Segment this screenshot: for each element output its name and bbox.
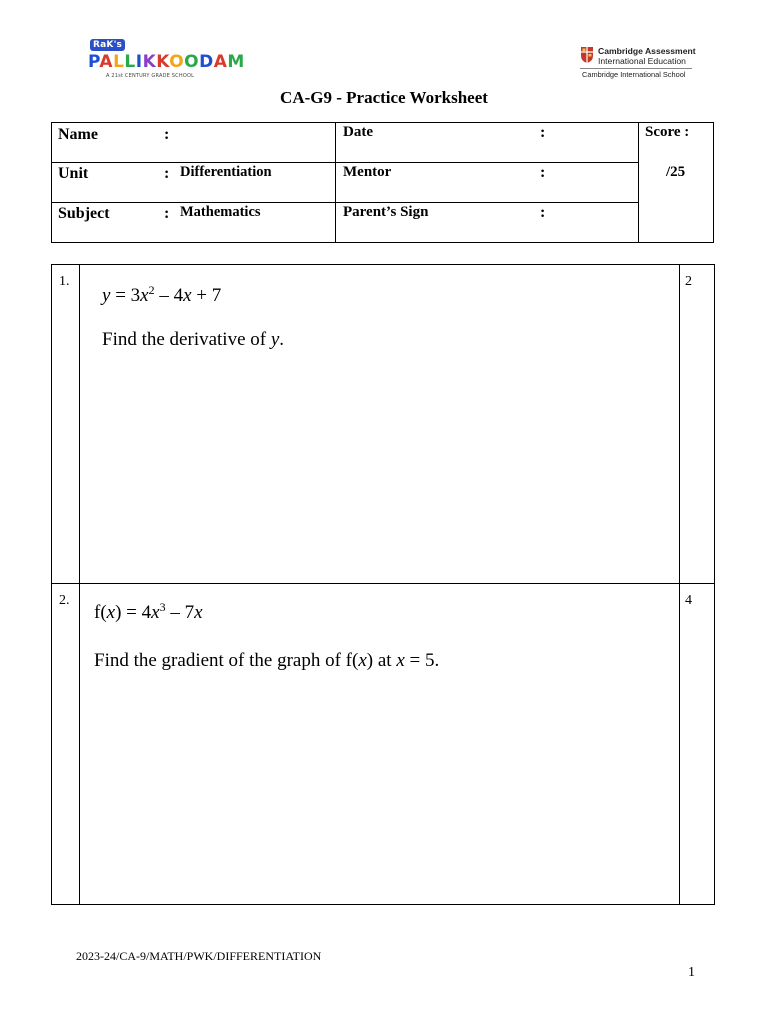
worksheet-title: CA-G9 - Practice Worksheet xyxy=(280,88,488,107)
date-colon: : xyxy=(540,124,546,141)
questions-table xyxy=(51,264,715,905)
date-label: Date xyxy=(343,124,373,140)
answer-space-1[interactable] xyxy=(80,365,678,581)
info-divider-2 xyxy=(638,123,639,242)
marks-column-divider xyxy=(679,265,680,904)
mentor-colon: : xyxy=(540,164,546,181)
question-2-prompt: Find the gradient of the graph of f(x) at x = 5. xyxy=(94,650,440,671)
question-2-equation: $f(x) = 4x^3 - 7x$ xyxy=(94,600,203,623)
question-1-equation: $y = 3x^2 - 4x + 7$ xyxy=(102,283,222,306)
question-1-prompt: Find the derivative of y. xyxy=(102,329,285,350)
name-colon: : xyxy=(164,126,170,143)
mentor-label: Mentor xyxy=(343,164,392,180)
info-divider-1 xyxy=(335,123,336,242)
cambridge-line2: International Education xyxy=(598,56,686,66)
question-marks: 4 xyxy=(685,593,692,608)
info-row-line-2 xyxy=(52,202,638,203)
unit-label: Unit xyxy=(58,165,89,182)
name-label: Name xyxy=(58,126,98,143)
question-row-divider xyxy=(52,583,714,584)
page-number: 1 xyxy=(688,965,695,980)
cambridge-logo xyxy=(580,44,696,80)
score-label: Score : xyxy=(645,124,690,140)
student-info-table xyxy=(51,122,714,243)
question-number: 1. xyxy=(59,274,70,289)
pallikkoodam-wordmark: PALLIKKOODAM xyxy=(88,52,245,72)
unit-value: Differentiation xyxy=(180,164,272,180)
question-marks: 2 xyxy=(685,274,692,289)
subject-value: Mathematics xyxy=(180,204,261,220)
question-number: 2. xyxy=(59,593,70,608)
score-value: /25 xyxy=(666,164,686,180)
answer-space-2[interactable] xyxy=(80,685,678,901)
subject-label: Subject xyxy=(58,205,110,222)
raks-badge: RaK's xyxy=(90,39,125,51)
cambridge-shield-icon xyxy=(580,46,594,64)
parent-sign-colon: : xyxy=(540,204,546,221)
subject-colon: : xyxy=(164,205,170,222)
unit-colon: : xyxy=(164,165,170,182)
pallikkoodam-tagline: A 21st CENTURY GRADE SCHOOL xyxy=(106,73,195,79)
pallikkoodam-logo xyxy=(86,38,245,84)
cambridge-line1: Cambridge Assessment xyxy=(598,46,696,56)
cambridge-divider xyxy=(580,68,692,69)
info-row-line-1 xyxy=(52,162,638,163)
document-code: 2023-24/CA-9/MATH/PWK/DIFFERENTIATION xyxy=(76,949,322,963)
cambridge-school-line: Cambridge International School xyxy=(582,70,686,79)
parent-sign-label: Parent’s Sign xyxy=(343,204,429,220)
